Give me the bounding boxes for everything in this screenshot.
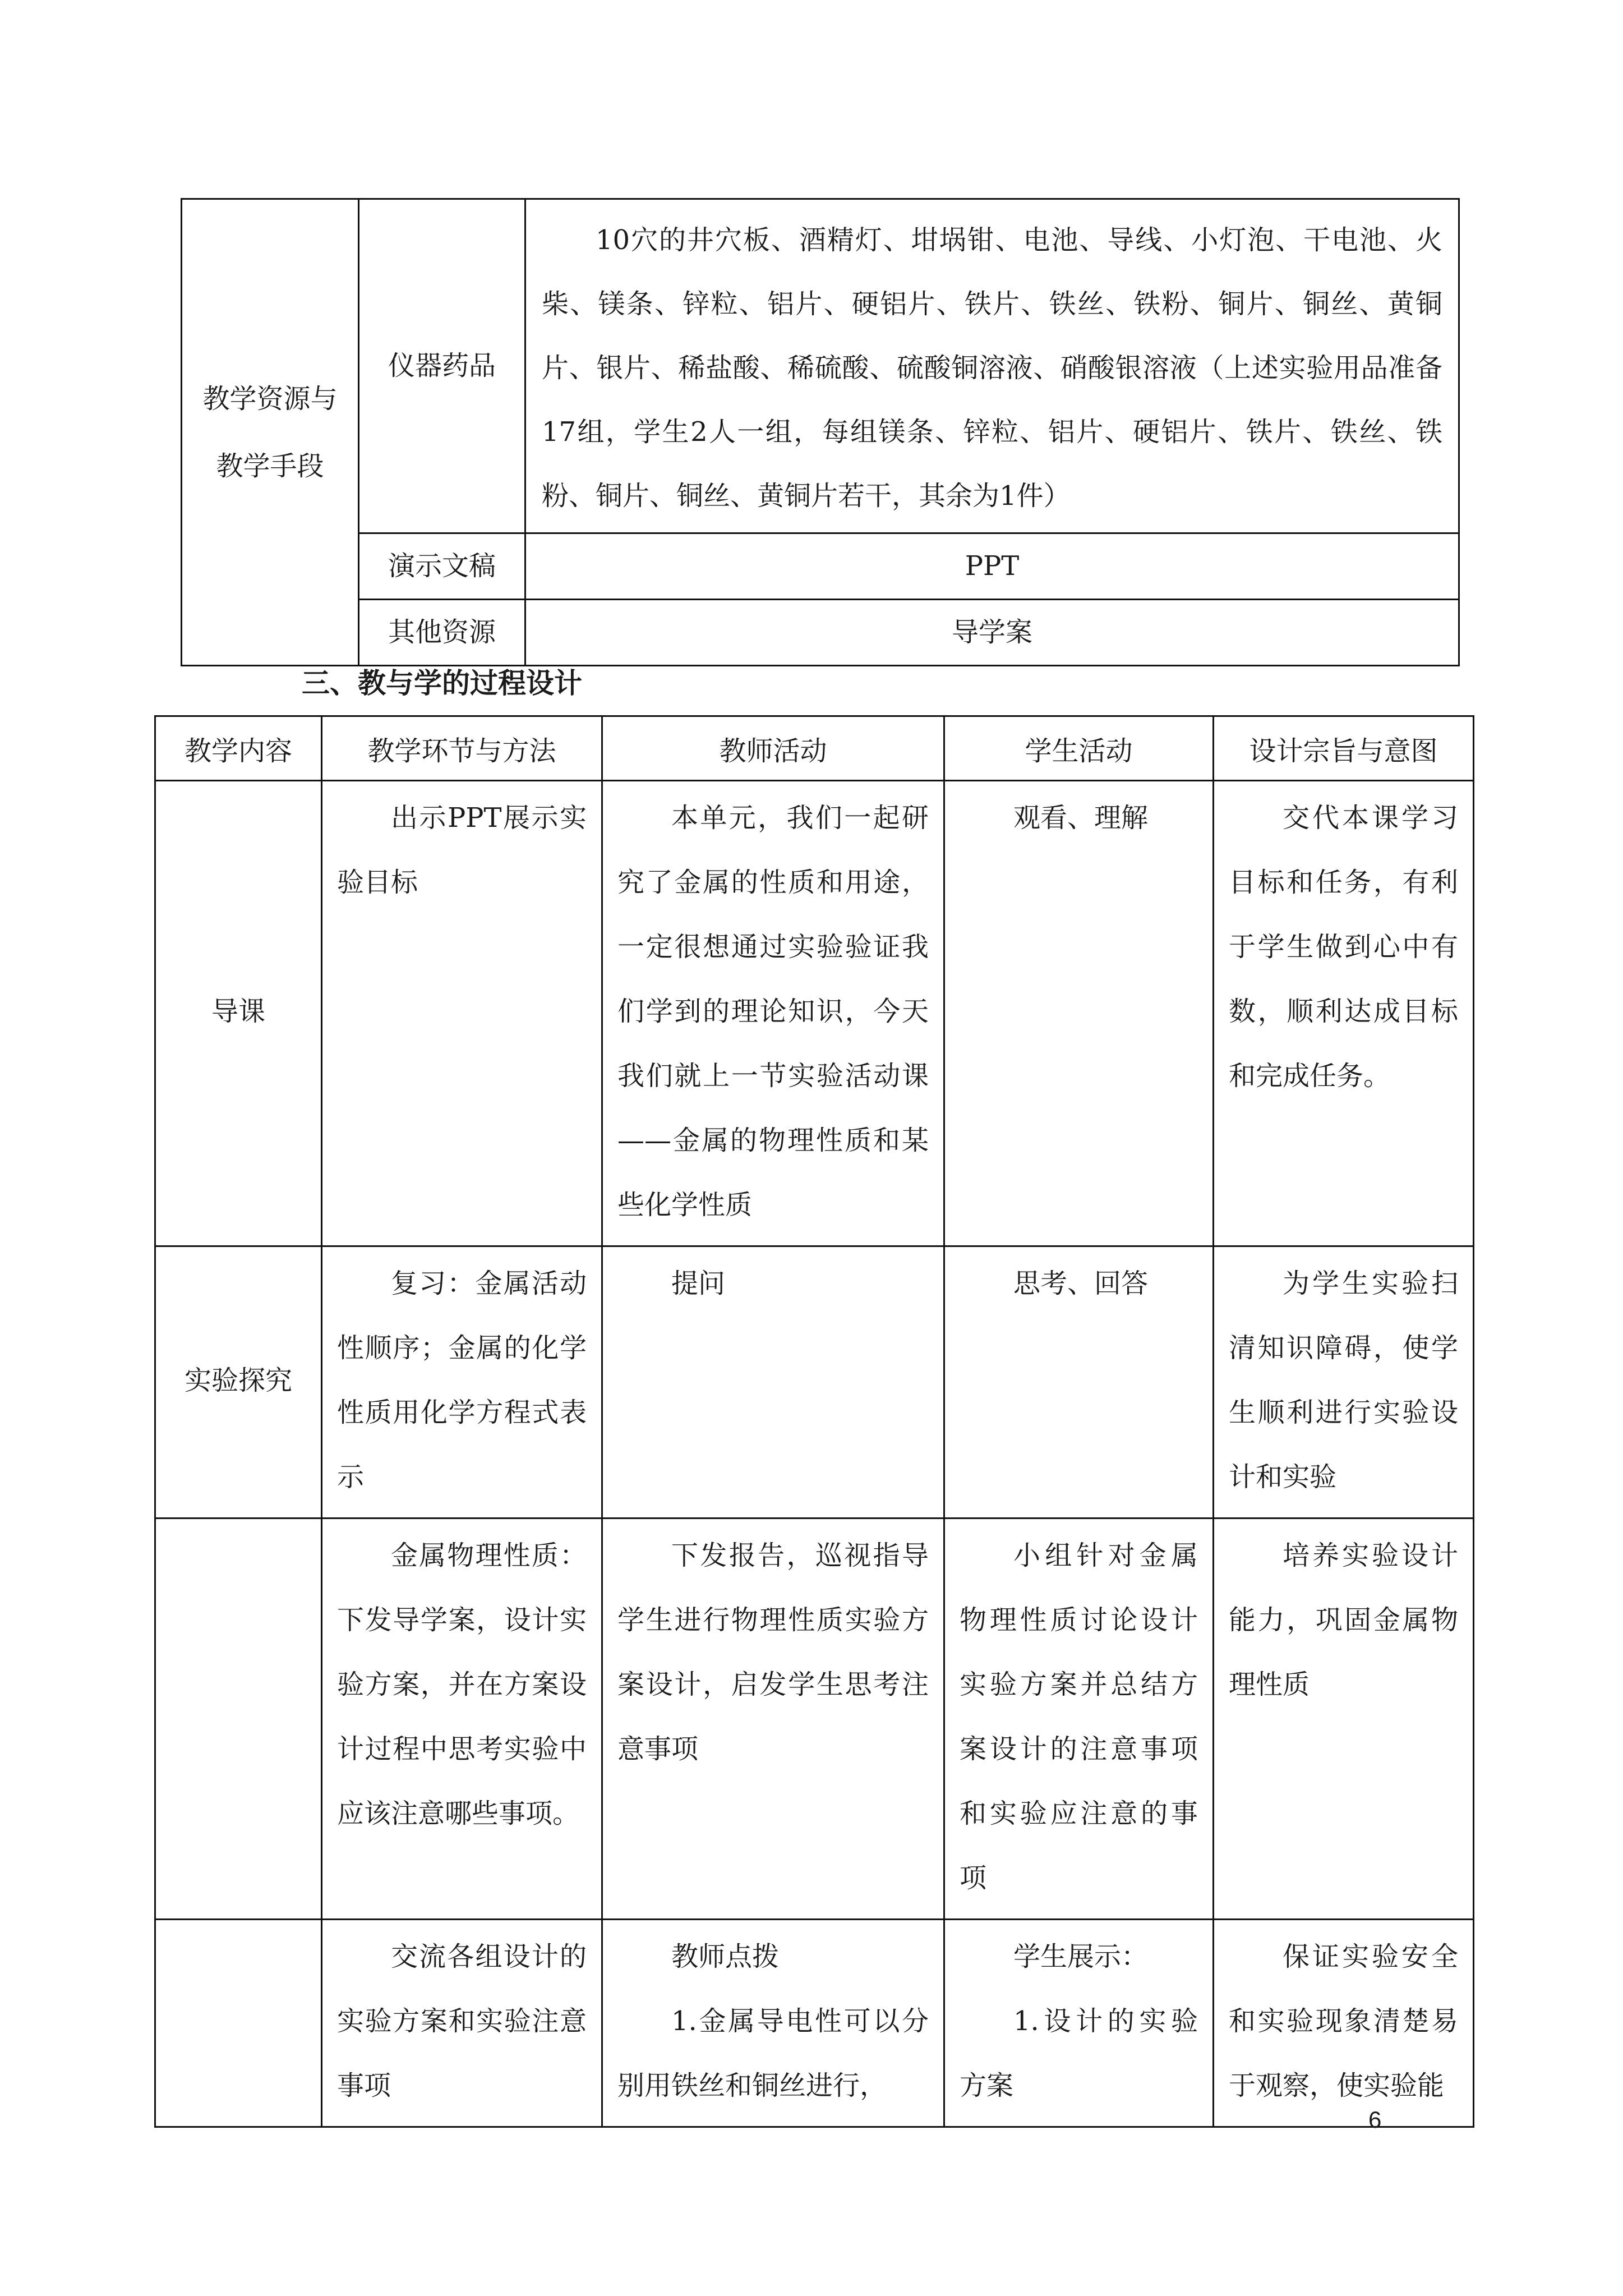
process-intent-cell bbox=[1214, 1920, 1474, 2127]
row-teacher: 提问 bbox=[671, 1268, 726, 1299]
resources-category: 教学资源与教学手段 bbox=[202, 383, 338, 482]
row-student-line-2: 1.设计的实验方案 bbox=[960, 2005, 1198, 2101]
process-student-cell bbox=[944, 1920, 1214, 2127]
process-intent-cell bbox=[1214, 1246, 1474, 1519]
page-number: 6 bbox=[1368, 2106, 1382, 2133]
process-method-cell bbox=[322, 1519, 602, 1920]
resources-label-cell bbox=[359, 600, 525, 666]
process-student-cell bbox=[944, 781, 1214, 1246]
resources-value-cell bbox=[525, 533, 1459, 600]
process-table bbox=[154, 715, 1474, 2128]
resources-label-cell bbox=[359, 199, 525, 533]
row-teacher: 本单元，我们一起研究了金属的性质和用途，一定很想通过实验验证我们学到的理论知识，今天我们就上一节实验活动课——金属的物理性质和某些化学性质 bbox=[617, 802, 929, 1221]
row-intent: 保证实验安全和实验现象清楚易于观察，使实验能 bbox=[1229, 1941, 1458, 2101]
row-teacher: 下发报告，巡视指导学生进行物理性质实验方案设计，启发学生思考注意事项 bbox=[617, 1540, 929, 1765]
row-method: 复习：金属活动性顺序；金属的化学性质用化学方程式表示 bbox=[337, 1268, 587, 1493]
row-teacher-line-2: 1.金属导电性可以分别用铁丝和铜丝进行， bbox=[617, 2005, 929, 2101]
process-teacher-cell bbox=[602, 1920, 944, 2127]
row-student: 小组针对金属物理性质讨论设计实验方案并总结方案设计的注意事项和实验应注意的事项 bbox=[960, 1540, 1198, 1894]
row-student-line-1: 学生展示： bbox=[1013, 1941, 1149, 1972]
process-content-cell bbox=[155, 1920, 322, 2127]
row-intent: 为学生实验扫清知识障碍，使学生顺利进行实验设计和实验 bbox=[1229, 1268, 1458, 1493]
resource-label-other: 其他资源 bbox=[388, 616, 496, 648]
process-student-cell bbox=[944, 1246, 1214, 1519]
process-method-cell bbox=[322, 1246, 602, 1519]
process-student-cell bbox=[944, 1519, 1214, 1920]
header-content: 教学内容 bbox=[155, 716, 322, 781]
row-content: 实验探究 bbox=[184, 1364, 292, 1396]
process-teacher-cell bbox=[602, 1519, 944, 1920]
table-row bbox=[155, 1519, 1474, 1920]
resource-value-instruments: 10穴的井穴板、酒精灯、坩埚钳、电池、导线、小灯泡、干电池、火柴、镁条、锌粒、铝片、硬铝片、铁片、铁丝、铁粉、铜片、铜丝、黄铜片、银片、稀盐酸、稀硫酸、硫酸铜溶液、硝酸银溶液（上述实验用品准备17组，学生2人一组，每组镁条、锌粒、铝片、硬铝片、铁片、铁丝、铁粉、铜片、铜丝、黄铜片若干，其余为1件） bbox=[542, 224, 1442, 512]
process-intent-cell bbox=[1214, 1519, 1474, 1920]
process-teacher-cell bbox=[602, 1246, 944, 1519]
row-intent: 培养实验设计能力，巩固金属物理性质 bbox=[1229, 1540, 1458, 1700]
row-method: 交流各组设计的实验方案和实验注意事项 bbox=[337, 1941, 587, 2101]
header-student: 学生活动 bbox=[944, 716, 1214, 781]
process-method-cell bbox=[322, 1920, 602, 2127]
row-content: 导课 bbox=[211, 996, 265, 1027]
row-student: 观看、理解 bbox=[1013, 802, 1149, 834]
resource-label-instruments: 仪器药品 bbox=[388, 350, 496, 381]
resources-table bbox=[181, 198, 1460, 666]
header-method: 教学环节与方法 bbox=[322, 716, 602, 781]
table-row bbox=[155, 781, 1474, 1246]
resource-value-other: 导学案 bbox=[951, 616, 1032, 648]
resource-value-slides: PPT bbox=[965, 550, 1020, 582]
process-header-row bbox=[155, 716, 1474, 781]
row-method: 金属物理性质：下发导学案，设计实验方案，并在方案设计过程中思考实验中应该注意哪些事项。 bbox=[337, 1540, 587, 1829]
table-row bbox=[155, 1246, 1474, 1519]
section-heading: 三、教与学的过程设计 bbox=[302, 666, 582, 700]
row-teacher-line-1: 教师点拨 bbox=[671, 1941, 780, 1972]
header-teacher: 教师活动 bbox=[602, 716, 944, 781]
resources-category-cell bbox=[182, 199, 359, 666]
resources-value-cell bbox=[525, 600, 1459, 666]
resources-value-cell bbox=[525, 199, 1459, 533]
row-intent: 交代本课学习目标和任务，有利于学生做到心中有数，顺利达成目标和完成任务。 bbox=[1229, 802, 1458, 1092]
process-intent-cell bbox=[1214, 781, 1474, 1246]
process-method-cell bbox=[322, 781, 602, 1246]
table-row bbox=[155, 1920, 1474, 2127]
process-teacher-cell bbox=[602, 781, 944, 1246]
row-method: 出示PPT展示实验目标 bbox=[337, 802, 587, 898]
resource-label-slides: 演示文稿 bbox=[388, 550, 496, 582]
process-content-cell bbox=[155, 781, 322, 1246]
row-student: 思考、回答 bbox=[1013, 1268, 1149, 1299]
process-content-cell bbox=[155, 1246, 322, 1519]
process-content-cell bbox=[155, 1519, 322, 1920]
resources-label-cell bbox=[359, 533, 525, 600]
header-intent: 设计宗旨与意图 bbox=[1214, 716, 1474, 781]
